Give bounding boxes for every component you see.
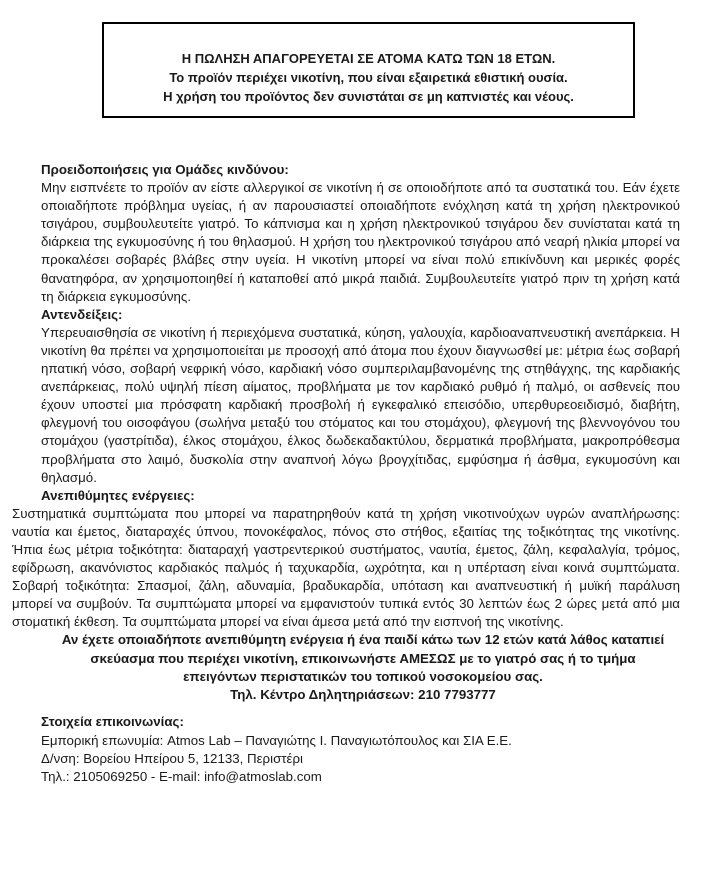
risk-groups-text: Μην εισπνέετε το προϊόν αν είστε αλλεργικοί σε νικοτίνη ή σε οποιοδήποτε από τα συστατικά του. Εάν έχετε οποιαδήποτε πρόβλημα υγείας, ή αν παρουσιαστεί οποιαδήποτε ενόχληση κατά τη χρήση ηλεκτρονικού τσιγάρου, συμβουλευτείτε γιατρό. Το κάπνισμα και η χρήση ηλεκτρονικού τσιγάρου δεν συνίσταται κατά τη διάρκεια της εγκυμοσύνης ή του θηλασμού. Η χρήση του ηλεκτρονικού τσιγάρου από νεαρή ηλικία μπορεί να προκαλέσει σοβαρές βλάβες στην υγεία. Η νικοτίνη μπορεί να είναι πολύ επικίνδυνη και μερικές φορές θανατηφόρα, αν χρησιμοποιηθεί ή καταποθεί από μικρά παιδιά. Συμβουλευτείτε γιατρό πριν τη χρήση κατά τη διάρκεια εγκυμοσύνης. — [41, 180, 680, 304]
contact-section — [0, 713, 716, 786]
poison-center-phone: Τηλ. Κέντρο Δηλητηριάσεων: 210 7793777 — [230, 686, 496, 702]
side-effects-section — [0, 487, 716, 632]
leaflet-content — [0, 161, 716, 786]
contraindications-section — [0, 306, 716, 487]
risk-groups-heading: Προειδοποιήσεις για Ομάδες κινδύνου: — [41, 162, 289, 177]
age-warning-box — [102, 22, 635, 118]
emergency-line-2: σκεύασμα που περιέχει νικοτίνη, επικοινωνήστε ΑΜΕΣΩΣ με το γιατρό σας ή το τμήμα — [90, 650, 636, 666]
nicotine-addiction-line: Το προϊόν περιέχει νικοτίνη, που είναι εξαιρετικά εθιστική ουσία. — [169, 70, 568, 85]
contact-heading: Στοιχεία επικοινωνίας: — [41, 713, 184, 729]
emergency-line-3: επειγόντων περιστατικών του τοπικού νοσοκομείου σας. — [183, 668, 543, 684]
emergency-notice — [0, 631, 716, 703]
company-address: Δ/νση: Βορείου Ηπείρου 5, 12133, Περιστέρι — [41, 751, 303, 766]
side-effects-heading: Ανεπιθύμητες ενέργειες: — [41, 487, 195, 503]
company-phone-email: Τηλ.: 2105069250 - E-mail: info@atmoslab.com — [41, 769, 322, 785]
company-name: Εμπορική επωνυμία: Atmos Lab – Παναγιώτης Ι. Παναγιωτόπουλος και ΣΙΑ Ε.Ε. — [41, 732, 512, 748]
contraindications-text: Υπερευαισθησία σε νικοτίνη ή περιεχόμενα συστατικά, κύηση, γαλουχία, καρδιοαναπνευστική ανεπάρκεια. Η νικοτίνη θα πρέπει να χρησιμοποιείται με προσοχή από άτομα που έχουν διαγνωσθεί με: μέτρια έως σοβαρή ηπατική νόσο, σοβαρή νεφρική νόσο, καρδιακή νόσο συμπεριλαμβανομένης της στηθάγχης, της καρδιακής ανεπάρκειας, πολύ υψηλή πίεση αίματος, προβλήματα με τον καρδιακό ρυθμό ή παλμό, οι ασθενείς που έχουν υποστεί μια πρόσφατη καρδιακή προσβολή ή εγκεφαλικό επεισόδιο, υπερθυρεοειδισμό, διαβήτη, φλεγμονή του οισοφάγου (σωλήνα μεταξύ του στόματος και του στομάχου), φλεγμονή της βλεννογόνου του στομάχου (γαστρίτιδα), έλκος στομάχου, έλκος δωδεκαδακτύλου, δερματικά προβλήματα, μακροπρόθεσμα προβλήματα στο λαιμό, δυσκολία στην αναπνοή λόγω βρογχίτιδας, εμφύσημα ή άσθμα, εγκυμοσύνη και θηλασμό. — [41, 324, 680, 485]
age-restriction-line: Η ΠΩΛΗΣΗ ΑΠΑΓΟΡΕΥΕΤΑΙ ΣΕ ΑΤΟΜΑ ΚΑΤΩ ΤΩΝ 18 ΕΤΩΝ. — [181, 51, 556, 66]
non-smokers-line: Η χρήση του προϊόντος δεν συνιστάται σε μη καπνιστές και νέους. — [163, 89, 574, 104]
side-effects-text: Συστηματικά συμπτώματα που μπορεί να παρατηρηθούν κατά τη χρήση νικοτινούχων υγρών αναπλήρωσης: ναυτία και έμετος, διαταραχές ύπνου, πονοκέφαλος, πόνος στο στήθος, εξαιτίας της τοξικότητας της νικοτίνης. Ήπια έως μέτρια τοξικότητα: διαταραχή γαστρεντερικού συστήματος, ναυτία, έμετος, ζάλη, κεφαλαλγία, τρόμος, εφίδρωση, ακανόνιστος καρδιακός παλμός ή ταχυκαρδία, ωχρότητα, και η υπέρταση είναι κοινά συμπτώματα. Σοβαρή τοξικότητα: Σπασμοί, ζάλη, αδυναμία, βραδυκαρδία, υπόταση και αναπνευστική ή μυϊκή παράλυση μπορεί να συμβούν. Τα συμπτώματα μπορεί να εμφανιστούν τυπικά εντός 30 λεπτών έως 2 ώρες μετά από μια στοματική έκθεση. Τα συμπτώματα μπορεί να είναι άμεσα μετά από την εισπνοή της νικοτίνης. — [12, 505, 680, 630]
emergency-line-1: Αν έχετε οποιαδήποτε ανεπιθύμητη ενέργεια ή ένα παιδί κάτω των 12 ετών κατά λάθος καταπιεί — [61, 632, 665, 648]
risk-groups-section — [0, 161, 716, 306]
contraindications-heading: Αντενδείξεις: — [41, 306, 123, 322]
